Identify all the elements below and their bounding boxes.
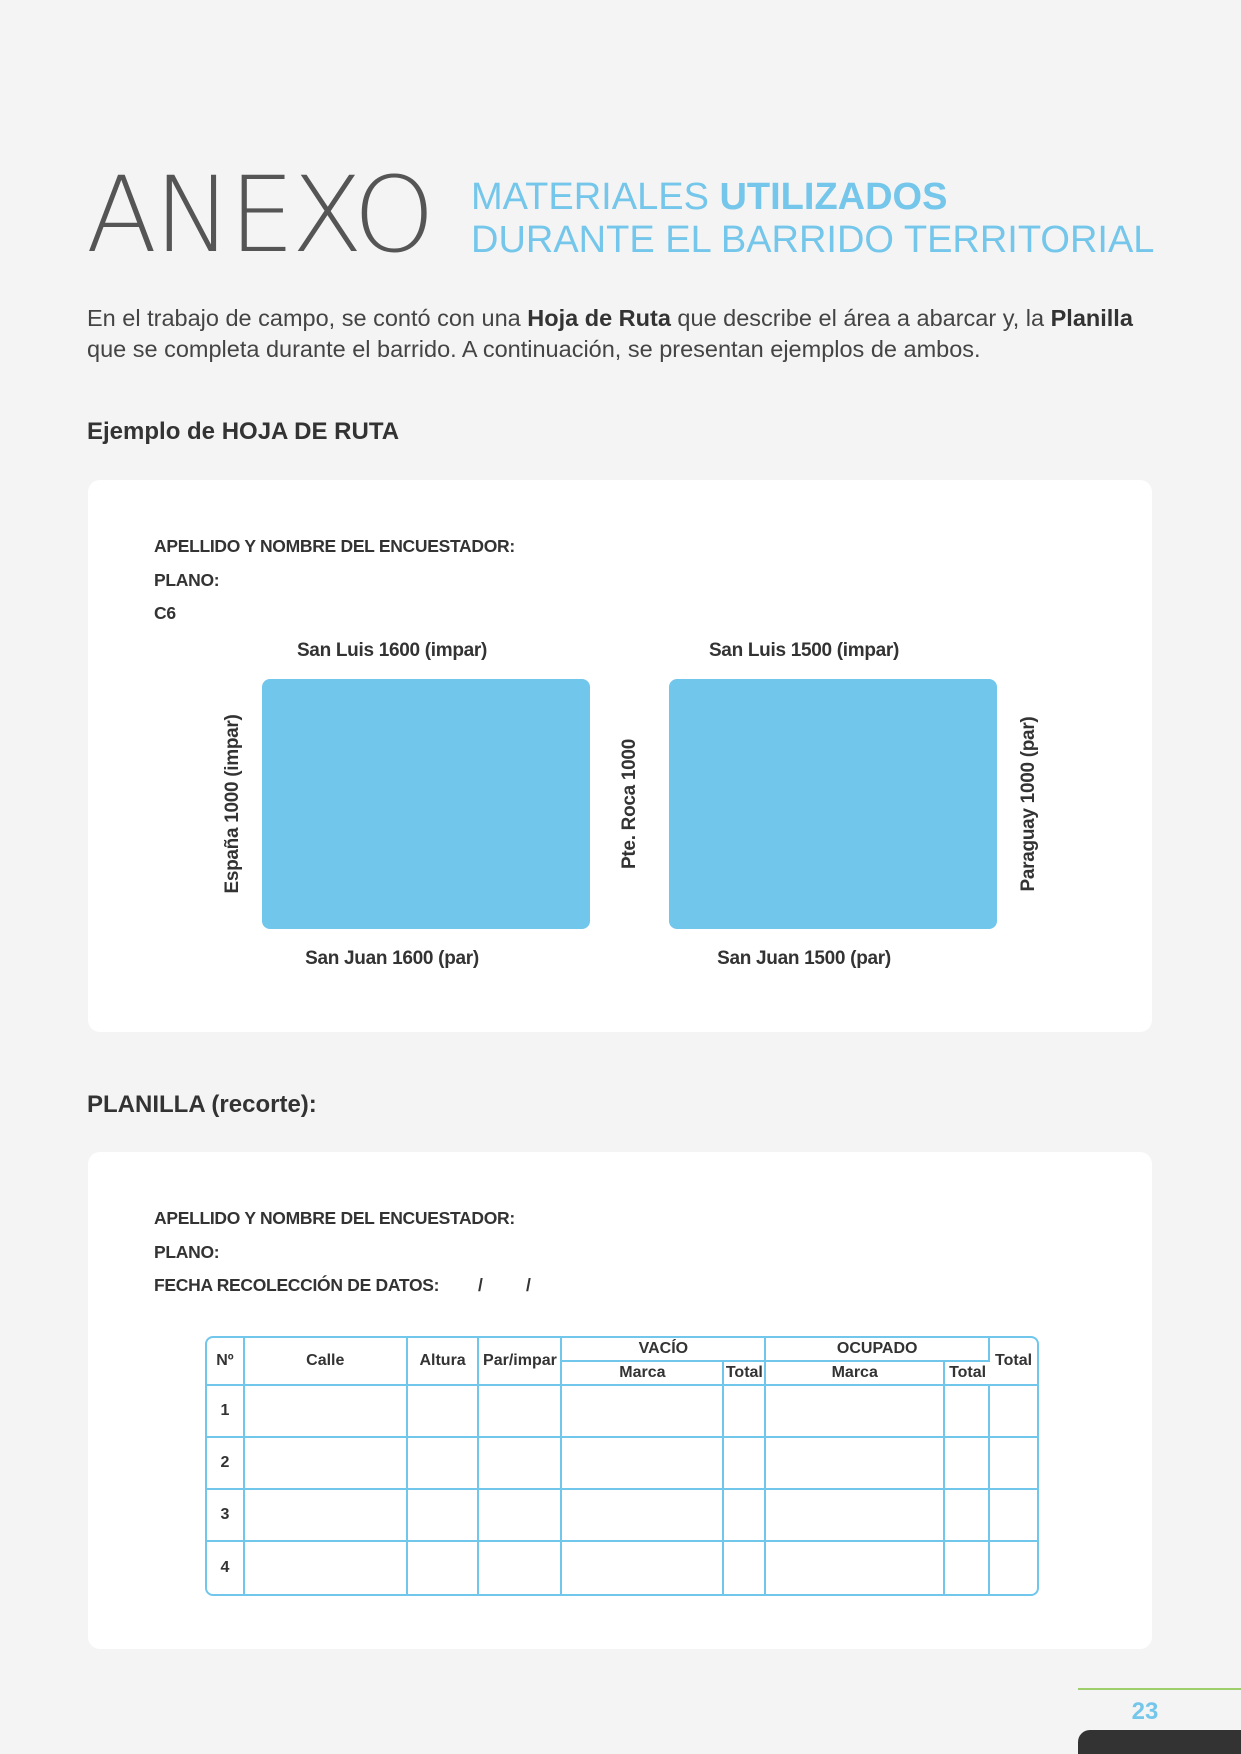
table-cell <box>766 1490 945 1542</box>
subtitle-bold: UTILIZADOS <box>719 176 948 218</box>
col-header-altura: Altura <box>408 1338 480 1386</box>
street-right: Paraguay 1000 (par) <box>1018 716 1039 892</box>
row-number: 2 <box>207 1438 245 1490</box>
city-block-left <box>262 679 590 929</box>
table-row <box>207 1490 1037 1542</box>
plano-label: PLANO: <box>154 570 220 590</box>
planilla-table <box>205 1336 1039 1596</box>
col-header-ocupado: OCUPADO <box>766 1338 990 1362</box>
plano-code: C6 <box>154 603 176 623</box>
page-subtitle <box>471 176 1154 262</box>
table-row <box>207 1438 1037 1490</box>
fecha-label: FECHA RECOLECCIÓN DE DATOS: <box>154 1275 440 1295</box>
row-number: 4 <box>207 1542 245 1594</box>
row-number: 1 <box>207 1386 245 1438</box>
table-cell <box>724 1490 766 1542</box>
table-cell <box>945 1490 990 1542</box>
intro-bold-2: Planilla <box>1050 305 1133 331</box>
table-cell <box>766 1438 945 1490</box>
row-number: 3 <box>207 1490 245 1542</box>
table-cell <box>479 1490 562 1542</box>
subtitle-line-1 <box>471 176 1154 219</box>
planilla-heading: PLANILLA (recorte): <box>87 1091 317 1118</box>
subtitle-line-2: DURANTE EL BARRIDO TERRITORIAL <box>471 219 1155 261</box>
table-cell <box>245 1490 408 1542</box>
intro-text-1: En el trabajo de campo, se contó con una <box>87 305 528 331</box>
table-cell <box>562 1542 724 1594</box>
table-cell <box>724 1438 766 1490</box>
table-cell <box>990 1386 1037 1438</box>
table-cell <box>724 1386 766 1438</box>
plano-label: PLANO: <box>154 1242 220 1262</box>
table-cell <box>408 1490 480 1542</box>
intro-bold-1: Hoja de Ruta <box>527 305 671 331</box>
col-header-ocupado-total: Total <box>945 1362 990 1386</box>
planilla-card <box>88 1152 1152 1649</box>
table-row <box>207 1386 1037 1438</box>
page-title: ANEXO <box>86 154 433 276</box>
fecha-separator: / <box>478 1275 483 1295</box>
table-cell <box>766 1542 945 1594</box>
city-block-right <box>669 679 997 929</box>
subtitle-plain: MATERIALES <box>471 176 720 218</box>
footer-accent-line <box>1078 1688 1241 1690</box>
table-cell <box>945 1542 990 1594</box>
table-cell <box>945 1386 990 1438</box>
street-bottom-left: San Juan 1600 (par) <box>305 948 479 969</box>
table-cell <box>562 1438 724 1490</box>
hoja-de-ruta-heading: Ejemplo de HOJA DE RUTA <box>87 418 400 445</box>
page-header <box>86 154 1186 276</box>
table-cell <box>990 1490 1037 1542</box>
table-cell <box>479 1386 562 1438</box>
col-header-vacio: VACÍO <box>562 1338 766 1362</box>
col-header-par-impar: Par/impar <box>479 1338 562 1386</box>
table-cell <box>408 1542 480 1594</box>
col-header-vacio-marca: Marca <box>562 1362 724 1386</box>
table-cell <box>479 1542 562 1594</box>
table-cell <box>408 1438 480 1490</box>
col-header-total: Total <box>990 1338 1037 1386</box>
table-cell <box>245 1542 408 1594</box>
table-cell <box>945 1438 990 1490</box>
table-cell <box>408 1386 480 1438</box>
table-row <box>207 1542 1037 1594</box>
page-number: 23 <box>1131 1698 1159 1725</box>
col-header-vacio-total: Total <box>724 1362 766 1386</box>
street-top-right: San Luis 1500 (impar) <box>708 640 900 661</box>
street-middle: Pte. Roca 1000 <box>619 739 640 869</box>
table-cell <box>990 1438 1037 1490</box>
col-header-num: Nº <box>207 1338 245 1386</box>
intro-text-3: que se completa durante el barrido. A continuación, se presentan ejemplos de ambos. <box>87 336 981 362</box>
intro-paragraph <box>87 303 1157 365</box>
table-cell <box>562 1490 724 1542</box>
fecha-separator: / <box>526 1275 531 1295</box>
table-cell <box>766 1386 945 1438</box>
street-top-left: San Luis 1600 (impar) <box>296 640 488 661</box>
table-cell <box>562 1386 724 1438</box>
hoja-de-ruta-card <box>88 480 1152 1032</box>
encuestador-label: APELLIDO Y NOMBRE DEL ENCUESTADOR: <box>154 536 515 556</box>
encuestador-label: APELLIDO Y NOMBRE DEL ENCUESTADOR: <box>154 1208 515 1228</box>
col-header-calle: Calle <box>245 1338 408 1386</box>
col-header-ocupado-marca: Marca <box>766 1362 945 1386</box>
table-cell <box>479 1438 562 1490</box>
street-bottom-right: San Juan 1500 (par) <box>717 948 891 969</box>
footer-bar <box>1078 1730 1241 1754</box>
table-cell <box>245 1386 408 1438</box>
intro-text-2: que describe el área a abarcar y, la <box>670 305 1051 331</box>
street-left: España 1000 (impar) <box>222 714 243 894</box>
table-cell <box>724 1542 766 1594</box>
table-cell <box>990 1542 1037 1594</box>
table-cell <box>245 1438 408 1490</box>
